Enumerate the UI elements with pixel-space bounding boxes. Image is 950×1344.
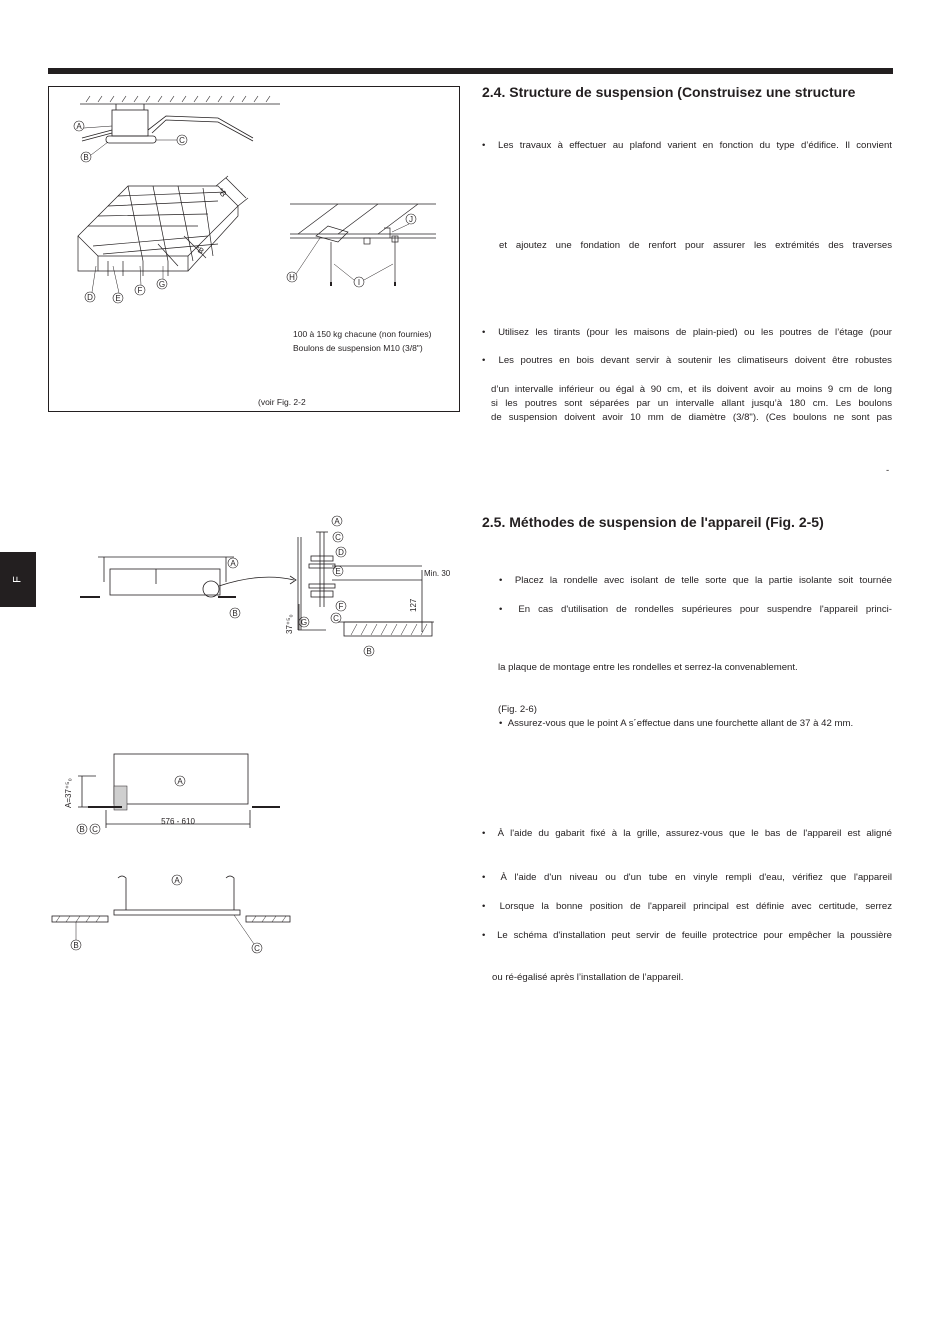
section-2-4-heading: 2.4. Structure de suspension (Construisez une structure xyxy=(482,84,856,100)
fig22-label-j: J xyxy=(409,215,413,224)
fig22-label-b: B xyxy=(83,153,89,162)
s24-line-3c: de suspension doivent avoir 10 mm de diamètre (3/8"). (Ces boulons ne sont pas xyxy=(491,412,892,423)
figure-2-6 xyxy=(62,748,302,844)
figure-2-2 xyxy=(48,86,460,412)
fig22-label-e: E xyxy=(115,294,121,303)
fig22-caption-ref: (voir Fig. 2-2 xyxy=(258,397,306,407)
fig25-label-b: B xyxy=(366,647,372,656)
s24-line-3a: d’un intervalle inférieur ou égal à 90 cm, et ils doivent avoir au moins 9 cm de long xyxy=(491,384,892,395)
language-tab xyxy=(0,552,36,607)
fig22-caption-load: 100 à 150 kg chacune (non fournies) xyxy=(293,329,432,339)
fig25-dim-37: 37⁺⁵₀ xyxy=(285,614,294,634)
s25-line-7: ou ré-égalisé après l’installation de l’appareil. xyxy=(492,972,684,983)
s24-line-2: et ajoutez une fondation de renfort pour assurer les extrémités des traverses xyxy=(499,240,892,251)
s25-bullet-3: • Assurez-vous que le point A s´effectue dans une fourchette allant de 37 à 42 mm. xyxy=(499,718,854,729)
fig26-label-b: B xyxy=(79,825,85,834)
fig25-label-d: D xyxy=(338,548,344,557)
s25-bullet-4: • À l'aide du gabarit fixé à la grille, assurez-vous que le bas de l'appareil est aligné xyxy=(482,828,892,839)
s24-bullet-3: • Les poutres en bois devant servir à soutenir les climatiseurs doivent être robustes xyxy=(482,355,892,366)
s25-bullet-3-text: Assurez-vous que le point A s´effectue dans une fourchette allant de 37 à 42 mm. xyxy=(507,718,854,729)
fig22-caption-bolts: Boulons de suspension M10 (3/8") xyxy=(293,343,423,353)
s24-bullet-1-text: Les travaux à effectuer au plafond varient en fonction du type d’édifice. Il convient xyxy=(498,140,892,151)
fig22-label-c: C xyxy=(179,136,185,145)
fig27-label-b: B xyxy=(73,941,79,950)
s24-bullet-2: • Utilisez les tirants (pour les maisons de plain-pied) ou les poutres de l’étage (pour xyxy=(482,327,892,338)
figure-2-5 xyxy=(76,512,462,660)
s25-bullet-1-text: Placez la rondelle avec isolant de telle sorte que la partie isolante soit tournée xyxy=(514,575,892,586)
fig27-label-c: C xyxy=(254,944,260,953)
fig22-label-i: I xyxy=(357,278,361,287)
fig26-label-a: A xyxy=(177,777,183,786)
s24-line-3b: si les poutres sont séparées par un intervalle allant jusqu’à 180 cm. Les boulons xyxy=(491,398,892,409)
fig22-label-a: A xyxy=(76,122,82,131)
fig25-label-f: F xyxy=(338,602,344,611)
s24-dash: - xyxy=(886,465,890,476)
s24-bullet-1: • Les travaux à effectuer au plafond varient en fonction du type d’édifice. Il convient xyxy=(482,140,892,151)
fig26-dim-a: A=37⁺⁵₀ xyxy=(64,778,73,808)
fig25-label-c: C xyxy=(335,533,341,542)
section-2-5-heading: 2.5. Méthodes de suspension de l'appareil (Fig. 2-5) xyxy=(482,514,824,530)
fig25-left-label-a: A xyxy=(230,559,236,568)
fig22-label-d: D xyxy=(87,293,93,302)
s25-bullet-5: • À l'aide d'un niveau ou d'un tube en vinyle rempli d'eau, vérifiez que l'appareil xyxy=(482,872,892,883)
figure-2-7 xyxy=(46,870,296,956)
fig22-dim-b-upper: *B xyxy=(215,186,229,199)
s25-bullet-1: • Placez la rondelle avec isolant de telle sorte que la partie isolante soit tournée xyxy=(499,575,892,586)
s25-bullet-6: • Lorsque la bonne position de l'appareil principal est définie avec certitude, serrez xyxy=(482,901,892,912)
fig25-left-label-b: B xyxy=(232,609,238,618)
s25-bullet-7-text: Le schéma d'installation peut servir de feuille protectrice pour empêcher la poussière xyxy=(497,930,892,941)
s25-bullet-6-text: Lorsque la bonne position de l'appareil principal est définie avec certitude, serrez xyxy=(499,901,892,912)
s25-bullet-4-text: À l'aide du gabarit fixé à la grille, assurez-vous que le bas de l'appareil est aligné xyxy=(497,828,892,839)
s25-bullet-7: • Le schéma d'installation peut servir de feuille protectrice pour empêcher la poussière xyxy=(482,930,892,941)
fig25-dim-127: 127 xyxy=(409,598,418,612)
s24-bullet-2-text: Utilisez les tirants (pour les maisons de plain-pied) ou les poutres de l’étage (pour xyxy=(498,327,892,338)
fig26-label-c: C xyxy=(92,825,98,834)
fig25-label-e: E xyxy=(335,567,341,576)
top-rule xyxy=(48,68,893,74)
fig25-label-a: A xyxy=(334,517,340,526)
s25-fig-ref: (Fig. 2-6) xyxy=(498,704,537,715)
fig26-dim-range: 576 - 610 xyxy=(161,817,195,826)
fig22-label-g: G xyxy=(158,280,166,289)
fig22-label-f: F xyxy=(137,286,143,295)
fig25-label-c-lower: C xyxy=(333,614,339,623)
fig22-dim-b-lower: *B xyxy=(193,243,206,257)
s24-bullet-3-text: Les poutres en bois devant servir à soutenir les climatiseurs doivent être robustes xyxy=(498,355,892,366)
s25-bullet-2-text: En cas d'utilisation de rondelles supérieures pour suspendre l'appareil princi- xyxy=(518,604,892,615)
language-tab-label: F xyxy=(11,576,24,583)
fig25-label-g: G xyxy=(300,618,308,627)
s25-bullet-2: • En cas d'utilisation de rondelles supérieures pour suspendre l'appareil princi- xyxy=(499,604,892,615)
fig25-min-label: Min. 30 xyxy=(424,569,451,578)
s25-bullet-5-text: À l'aide d'un niveau ou d'un tube en vinyle rempli d'eau, vérifiez que l'appareil xyxy=(500,872,892,883)
fig22-label-h: H xyxy=(289,273,295,282)
fig27-label-a: A xyxy=(174,876,180,885)
s25-line-2: la plaque de montage entre les rondelles et serrez-la convenablement. xyxy=(498,662,798,673)
